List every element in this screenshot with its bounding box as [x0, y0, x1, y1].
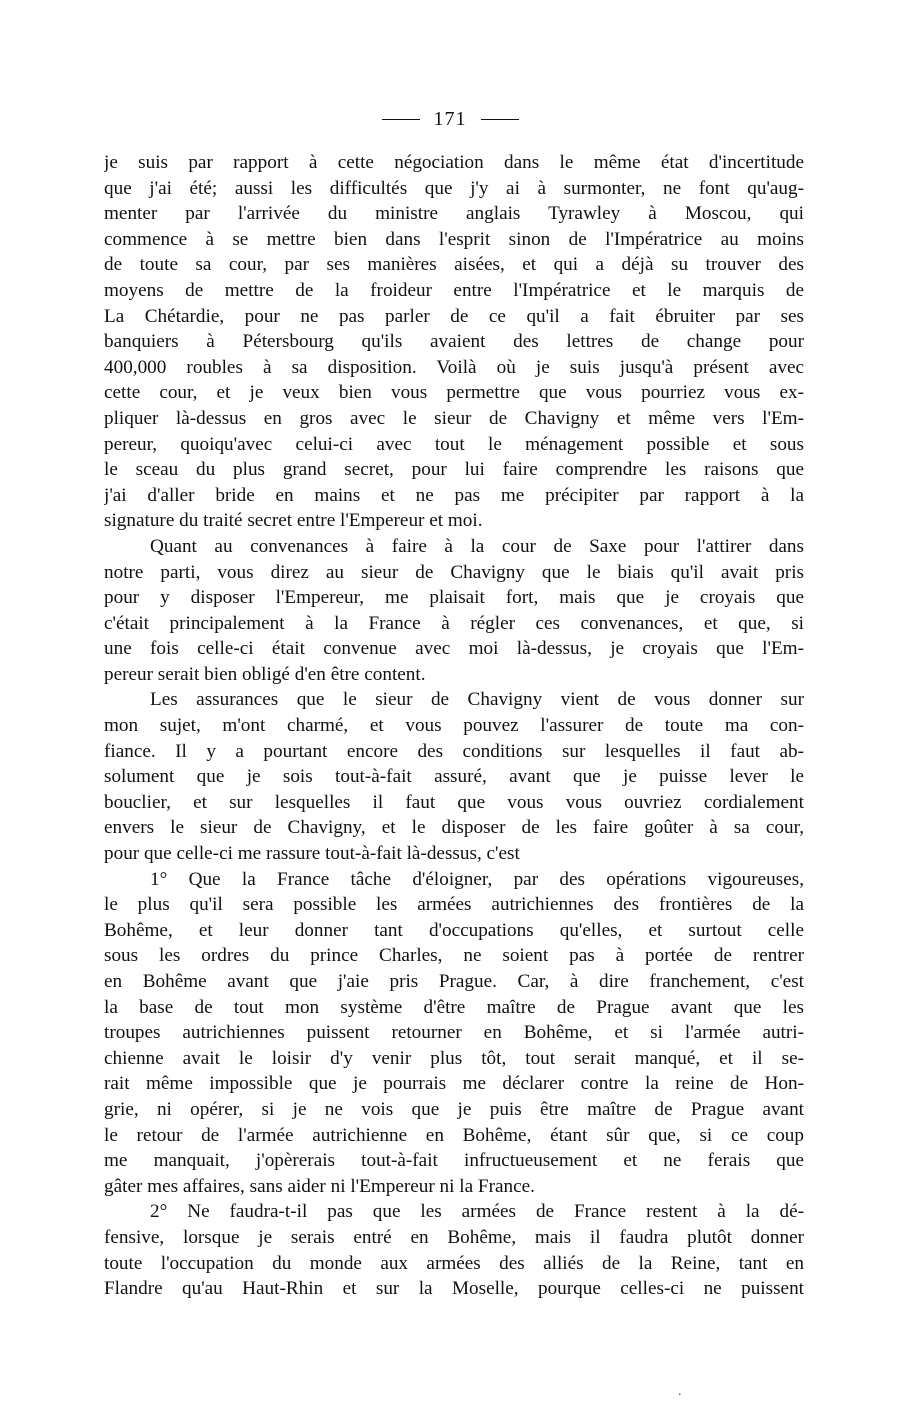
text-line: Les assurances que le sieur de Chavigny vient de vous donner sur	[150, 689, 804, 711]
text-line: de toute sa cour, par ses manières aisées, et qui a déjà su trouver des	[104, 254, 804, 276]
text-line: sous les ordres du prince Charles, ne soient pas à portée de rentrer	[104, 945, 804, 967]
text-line: banquiers à Pétersbourg qu'ils avaient des lettres de change pour	[104, 331, 804, 353]
text-line: commence à se mettre bien dans l'esprit sinon de l'Impératrice au moins	[104, 228, 804, 250]
text-line: cette cour, et je veux bien vous permettre que vous pourriez vous ex-	[104, 382, 804, 404]
text-line: fensive, lorsque je serais entré en Bohême, mais il faudra plutôt donner	[104, 1226, 804, 1248]
text-line: 400,000 roubles à sa disposition. Voilà où je suis jusqu'à présent avec	[104, 356, 804, 378]
text-line: j'ai d'aller bride en mains et ne pas me précipiter par rapport à la	[104, 484, 804, 506]
text-line: toute l'occupation du monde aux armées des alliés de la Reine, tant en	[104, 1252, 804, 1274]
text-line: fiance. Il y a pourtant encore des conditions sur lesquelles il faut ab-	[104, 740, 804, 762]
text-line: pour y disposer l'Empereur, me plaisait fort, mais que je croyais que	[104, 587, 804, 609]
text-line: en Bohême avant que j'aie pris Prague. Car, à dire franchement, c'est	[104, 971, 804, 992]
text-line: Bohême, et leur donner tant d'occupations qu'elles, et surtout celle	[104, 919, 804, 941]
body-text	[104, 150, 804, 1302]
text-line: me manquait, j'opèrerais tout-à-fait infructueusement et ne ferais que	[104, 1150, 804, 1172]
text-line: troupes autrichiennes puissent retourner en Bohême, et si l'armée autri-	[104, 1022, 804, 1044]
text-line: solument que je sois tout-à-fait assuré, avant que je puisse lever le	[104, 766, 804, 788]
text-line: signature du traité secret entre l'Empereur et moi.	[104, 510, 483, 532]
text-line: pereur serait bien obligé d'en être content.	[104, 663, 426, 685]
text-line: rait même impossible que je pourrais me déclarer contre la reine de Hon-	[104, 1073, 804, 1095]
text-line: La Chétardie, pour ne pas parler de ce qu'il a fait ébruiter par ses	[104, 305, 804, 327]
bottom-mark: .	[678, 1384, 682, 1399]
text-line: envers le sieur de Chavigny, et le disposer de les faire goûter à sa cour,	[104, 817, 804, 839]
text-line: 1° Que la France tâche d'éloigner, par des opérations vigoureuses,	[150, 868, 804, 890]
text-line: je suis par rapport à cette négociation dans le même état d'incertitude	[104, 152, 804, 173]
text-line: 2° Ne faudra-t-il pas que les armées de France restent à la dé-	[150, 1201, 804, 1223]
header-dash-right	[481, 119, 519, 120]
text-line: grie, ni opérer, si je ne vois que je puis être maître de Prague avant	[104, 1098, 804, 1120]
page-number: 171	[433, 107, 467, 130]
header-dash-left	[382, 119, 420, 120]
text-line: que j'ai été; aussi les difficultés que j'y ai à surmonter, ne font qu'aug-	[104, 177, 804, 199]
text-line: moyens de mettre de la froideur entre l'Impératrice et le marquis de	[104, 279, 804, 301]
text-line: c'était principalement à la France à régler ces convenances, et que, si	[104, 612, 804, 634]
text-line: pour que celle-ci me rassure tout-à-fait là-dessus, c'est	[104, 843, 520, 865]
text-line: Flandre qu'au Haut-Rhin et sur la Moselle, pourque celles-ci ne puissent	[104, 1278, 804, 1300]
text-line: menter par l'arrivée du ministre anglais Tyrawley à Moscou, qui	[104, 203, 804, 225]
text-line: le plus qu'il sera possible les armées autrichiennes des frontières de la	[104, 894, 804, 916]
page-header	[0, 104, 900, 134]
text-line: la base de tout mon système d'être maître de Prague avant que les	[104, 996, 804, 1018]
text-line: une fois celle-ci était convenue avec moi là-dessus, je croyais que l'Em-	[104, 638, 804, 660]
text-line: bouclier, et sur lesquelles il faut que vous vous ouvriez cordialement	[104, 791, 804, 813]
text-line: notre parti, vous direz au sieur de Chavigny que le biais qu'il avait pris	[104, 561, 804, 583]
text-line: gâter mes affaires, sans aider ni l'Empereur ni la France.	[104, 1175, 535, 1197]
text-line: le retour de l'armée autrichienne en Bohême, étant sûr que, si ce coup	[104, 1124, 804, 1146]
text-line: chienne avait le loisir d'y venir plus tôt, tout serait manqué, et il se-	[104, 1047, 804, 1069]
text-line: mon sujet, m'ont charmé, et vous pouvez l'assurer de toute ma con-	[104, 715, 804, 737]
text-line: Quant au convenances à faire à la cour de Saxe pour l'attirer dans	[150, 535, 804, 557]
text-line: le sceau du plus grand secret, pour lui faire comprendre les raisons que	[104, 459, 804, 481]
text-line: pliquer là-dessus en gros avec le sieur de Chavigny et même vers l'Em-	[104, 407, 804, 429]
text-line: pereur, quoiqu'avec celui-ci avec tout le ménagement possible et sous	[104, 433, 804, 455]
